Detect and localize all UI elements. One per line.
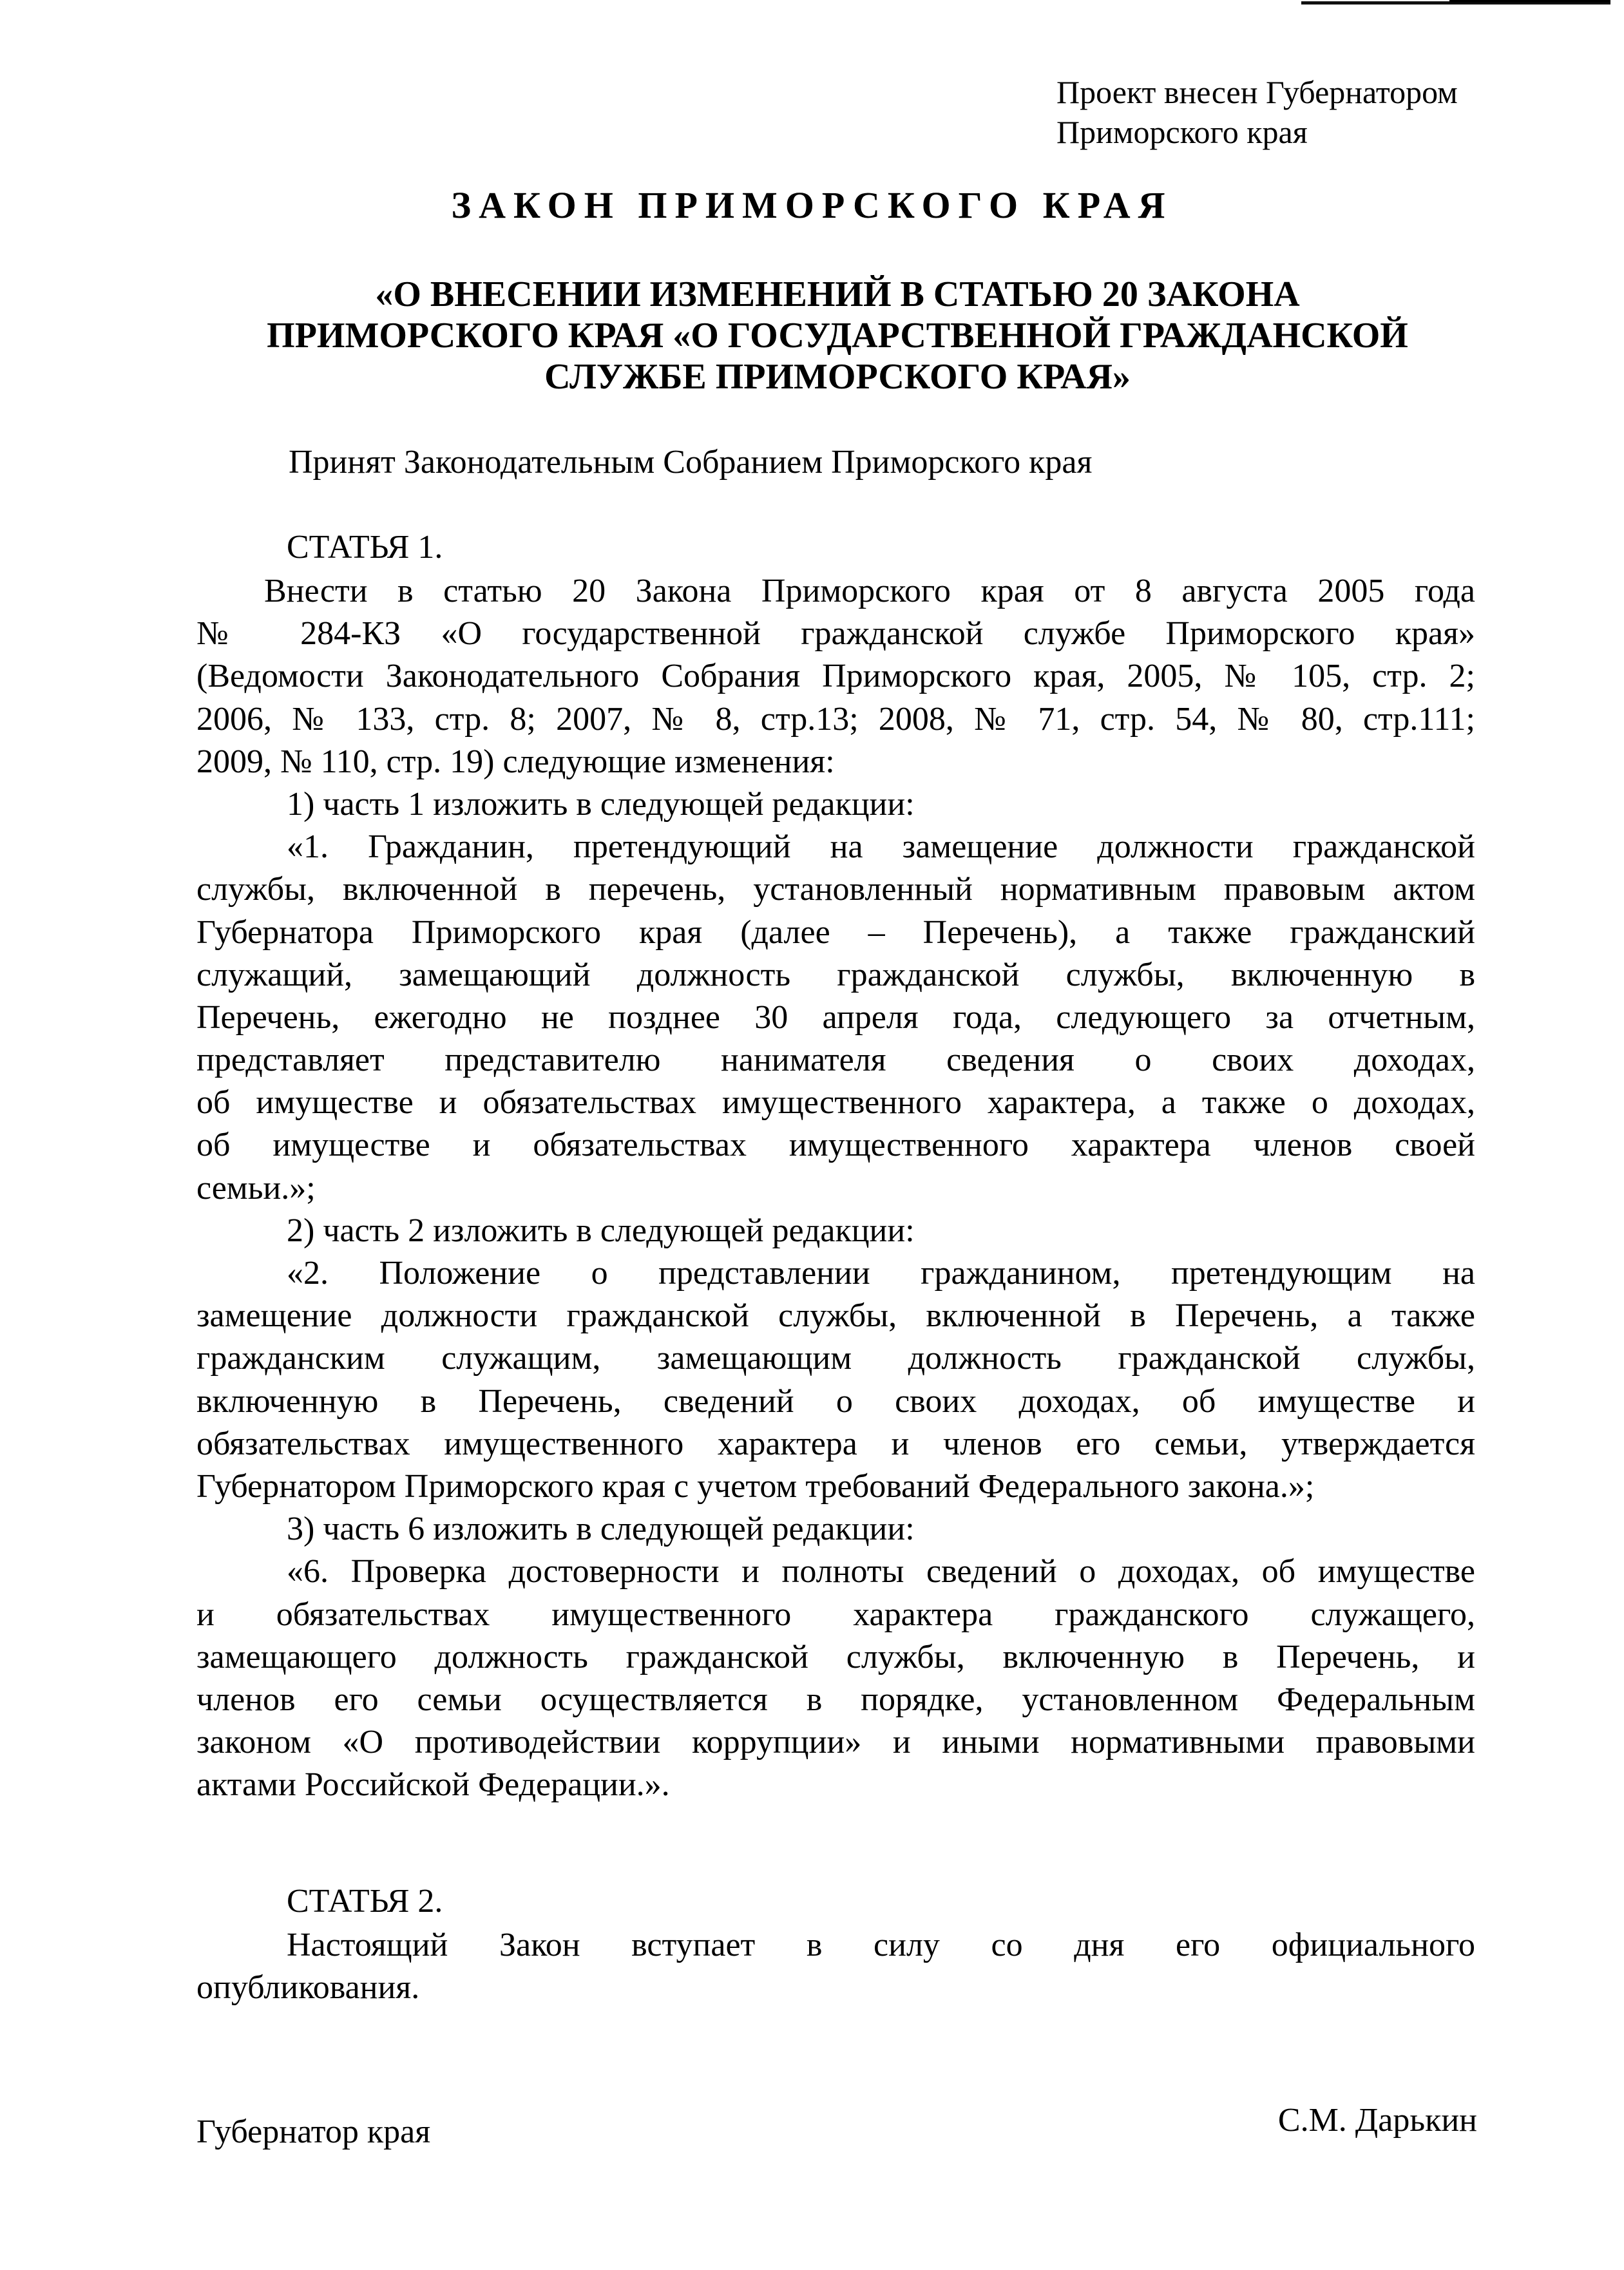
text-line: замещающего должность гражданской службы, включенную в Перечень, и [196, 1638, 1475, 1675]
text-line: 1) часть 1 изложить в следующей редакции: [287, 785, 915, 823]
text-line: 3) часть 6 изложить в следующей редакции: [287, 1511, 915, 1548]
text-line: включенную в Перечень, сведений о своих доходах, об имуществе и [196, 1382, 1475, 1420]
text-line: Губернатором Приморского края с учетом требований Федерального закона.»; [196, 1467, 1315, 1505]
subtitle-line: СЛУЖБЕ ПРИМОРСКОГО КРАЯ» [544, 357, 1131, 397]
text-line: замещение должности гражданской службы, включенной в Перечень, а также [196, 1297, 1475, 1335]
text-line: (Ведомости Законодательного Собрания Приморского края, 2005, № 105, стр. 2; [196, 658, 1475, 695]
text-line: обязательствах имущественного характера и членов его семьи, утверждается [196, 1425, 1475, 1462]
article-1-body [196, 570, 1475, 1806]
subtitle-line: ПРИМОРСКОГО КРАЯ «О ГОСУДАРСТВЕННОЙ ГРАЖДАНСКОЙ [267, 316, 1408, 356]
text-line: опубликования. [196, 1969, 420, 2007]
text-line: гражданским служащим, замещающим должность гражданской службы, [196, 1340, 1475, 1377]
text-line: Губернатора Приморского края (далее – Перечень), а также гражданский [196, 913, 1475, 951]
signature-name: С.М. Дарькин [1277, 2102, 1477, 2139]
text-line: членов его семьи осуществляется в порядке, установленном Федеральным [196, 1681, 1475, 1718]
text-line: «1. Гражданин, претендующий на замещение должности гражданской [287, 828, 1475, 866]
text-line: Внести в статью 20 Закона Приморского края от 8 августа 2005 года [264, 573, 1475, 609]
subtitle-line: «О ВНЕСЕНИИ ИЗМЕНЕНИЙ В СТАТЬЮ 20 ЗАКОНА [375, 274, 1300, 314]
law-title: ЗАКОН ПРИМОРСКОГО КРАЯ [451, 184, 1173, 226]
text-line: Перечень, ежегодно не позднее 30 апреля года, следующего за отчетным, [196, 998, 1475, 1036]
article-2-heading: СТАТЬЯ 2. [287, 1883, 443, 1920]
signature-position: Губернатор края [196, 2113, 431, 2150]
text-line: 2009, № 110, стр. 19) следующие изменения: [196, 743, 835, 780]
text-line: служащий, замещающий должность гражданской службы, включенную в [196, 956, 1475, 993]
text-line: семьи.»; [196, 1169, 316, 1207]
article-1-heading: СТАТЬЯ 1. [287, 529, 443, 566]
text-line: «2. Положение о представлении гражданином, претендующим на [287, 1255, 1475, 1292]
text-line: Настоящий Закон вступает в силу со дня его официального [287, 1927, 1475, 1963]
header-note [1056, 72, 1458, 152]
header-note-line: Приморского края [1056, 114, 1308, 150]
text-line: законом «О противодействии коррупции» и иными нормативными правовыми [196, 1724, 1475, 1761]
text-line: № 284-КЗ «О государственной гражданской службе Приморского края» [196, 615, 1475, 653]
law-subtitle [193, 274, 1482, 397]
text-line: представляет представителю нанимателя сведения о своих доходах, [196, 1042, 1475, 1079]
text-line: «6. Проверка достоверности и полноты сведений о доходах, об имуществе [287, 1553, 1475, 1590]
article-2-body [196, 1924, 1475, 2009]
scan-artifact-line [1449, 0, 1610, 3]
text-line: службы, включенной в перечень, установленный нормативным правовым актом [196, 871, 1475, 908]
text-line: об имуществе и обязательствах имущественного характера, а также о доходах, [196, 1084, 1475, 1121]
adopted-note: Принят Законодательным Собранием Приморского края [289, 444, 1093, 481]
text-line: 2006, № 133, стр. 8; 2007, № 8, стр.13; 2008, № 71, стр. 54, № 80, стр.111; [196, 700, 1475, 738]
text-line: и обязательствах имущественного характера гражданского служащего, [196, 1596, 1475, 1633]
header-note-line: Проект внесен Губернатором [1056, 74, 1458, 110]
text-line: актами Российской Федерации.». [196, 1766, 670, 1804]
text-line: 2) часть 2 изложить в следующей редакции: [287, 1212, 915, 1249]
text-line: об имуществе и обязательствах имущественного характера членов своей [196, 1127, 1475, 1164]
